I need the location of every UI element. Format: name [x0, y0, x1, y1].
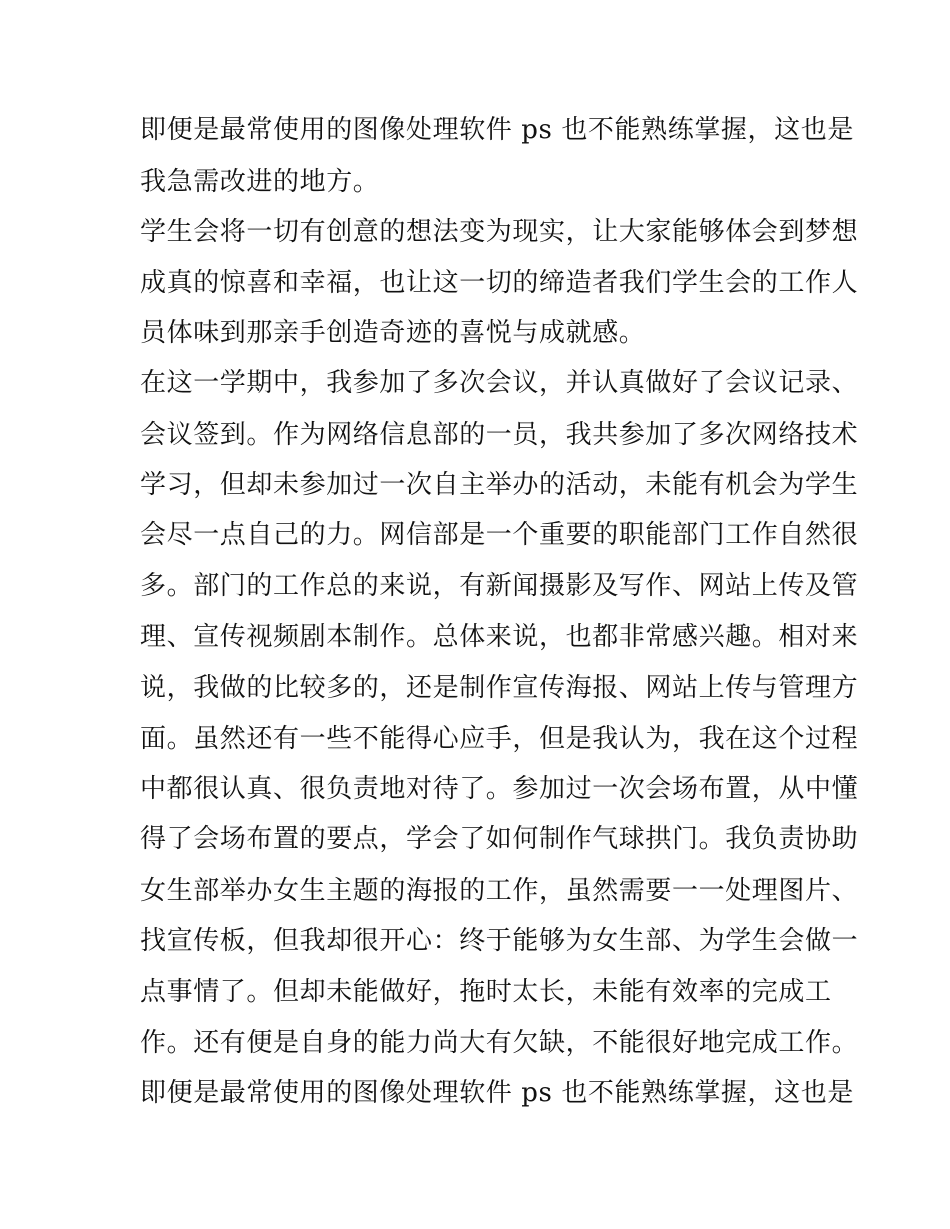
text-line: 女生部举办女生主题的海报的工作，虽然需要一一处理图片、	[140, 876, 859, 906]
text-line: 员体味到那亲手创造奇迹的喜悦与成就感。	[140, 318, 646, 348]
text-line: 中都很认真、很负责地对待了。参加过一次会场布置，从中懂	[140, 774, 859, 804]
text-line: 多。部门的工作总的来说，有新闻摄影及写作、网站上传及管	[140, 571, 859, 601]
text-line: 会议签到。作为网络信息部的一员，我共参加了多次网络技术	[140, 420, 859, 450]
text-line: 说，我做的比较多的，还是制作宣传海报、网站上传与管理方	[140, 673, 859, 703]
text-line: 得了会场布置的要点，学会了如何制作气球拱门。我负责协助	[140, 824, 859, 854]
text-line: 学生会将一切有创意的想法变为现实，让大家能够体会到梦想	[140, 217, 859, 247]
text-line: 找宣传板，但我却很开心：终于能够为女生部、为学生会做一	[140, 926, 859, 956]
text-line: 我急需改进的地方。	[140, 167, 380, 197]
text-line: 学习，但却未参加过一次自主举办的活动，未能有机会为学生	[140, 470, 859, 500]
text-line: 在这一学期中，我参加了多次会议，并认真做好了会议记录、	[140, 368, 859, 398]
text-line: 理、宣传视频剧本制作。总体来说，也都非常感兴趣。相对来	[140, 622, 859, 652]
text-line: 即便是最常使用的图像处理软件 ps 也不能熟练掌握，这也是	[140, 115, 854, 145]
text-line: 作。还有便是自身的能力尚大有欠缺，不能很好地完成工作。	[140, 1028, 859, 1058]
text-line: 成真的惊喜和幸福，也让这一切的缔造者我们学生会的工作人	[140, 268, 859, 298]
text-line: 即便是最常使用的图像处理软件 ps 也不能熟练掌握，这也是	[140, 1078, 854, 1108]
text-line: 面。虽然还有一些不能得心应手，但是我认为，我在这个过程	[140, 724, 859, 754]
text-line: 点事情了。但却未能做好，拖时太长，未能有效率的完成工	[140, 977, 832, 1007]
text-line: 会尽一点自己的力。网信部是一个重要的职能部门工作自然很	[140, 520, 859, 550]
